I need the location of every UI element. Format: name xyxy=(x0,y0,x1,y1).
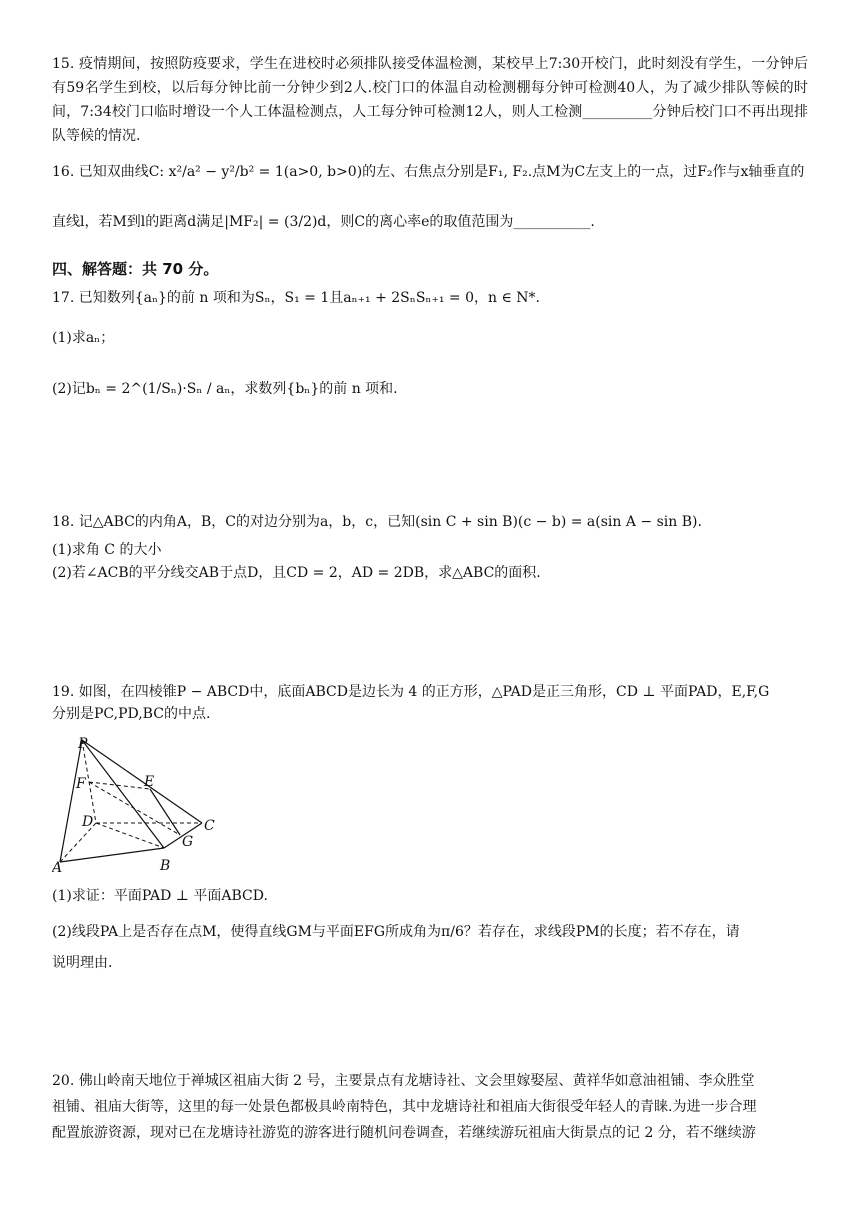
edge-pc xyxy=(82,740,202,823)
label-e: E xyxy=(144,774,155,790)
question-19-part1: (1)求证：平面PAD ⊥ 平面ABCD. xyxy=(52,888,268,904)
question-19-stem-line2: 分别是PC,PD,BC的中点. xyxy=(52,705,211,722)
question-20-line1: 20. 佛山岭南天地位于禅城区祖庙大街 2 号，主要景点有龙塘诗社、文会里嫁娶屋、黄祥华如意油祖铺、李众胜堂 xyxy=(52,1073,755,1089)
question-15-text: 15. 疫情期间，按照防疫要求，学生在进校时必须排队接受体温检测，某校早上7:30开校门，此时刻没有学生，一分钟后有59名学生到校，以后每分钟比前一分钟少到2人.校门口的体温自动检测棚每分钟可检测40人，为了减少排队等候的时间，7:34校门口临时增设一个人工体温检测点，人工每分钟可检测12人，则人工检测__________分钟后校门口不再出现排队等候的情况. xyxy=(52,56,808,144)
question-18-stem: 18. 记△ABC的内角A，B，C的对边分别为a，b，c，已知(sin C + sin B)(c − b) = a(sin A − sin B). xyxy=(52,514,702,530)
edge-pa xyxy=(60,740,82,862)
label-g: G xyxy=(182,834,194,850)
question-17-stem: 17. 已知数列{aₙ}的前 n 项和为Sₙ，S₁ = 1且aₙ₊₁ + 2SₙSₙ₊₁ = 0，n ∈ N*. xyxy=(52,290,540,306)
question-16 xyxy=(52,162,808,233)
question-19-parts xyxy=(52,886,808,975)
label-c: C xyxy=(204,818,215,834)
question-16-line1: 16. 已知双曲线C: x²/a² − y²/b² = 1(a>0, b>0)的左、右焦点分别是F₁, F₂.点M为C左支上的一点，过F₂作与x轴垂直的 xyxy=(52,164,805,180)
question-20-line2: 祖铺、祖庙大街等，这里的每一处景色都极具岭南特色，其中龙塘诗社和祖庙大街很受年轻人的青睐.为进一步合理 xyxy=(52,1099,757,1115)
edge-fg xyxy=(89,782,180,835)
section-title: 四、解答题：共 70 分。 xyxy=(52,260,219,278)
label-b: B xyxy=(160,858,171,874)
label-p: P xyxy=(78,736,88,752)
question-17-part2: (2)记bₙ = 2^(1/Sₙ)·Sₙ / aₙ，求数列{bₙ}的前 n 项和. xyxy=(52,381,398,398)
question-16-line2: 直线l，若M到l的距离d满足|MF₂| = (3/2)d，则C的离心率e的取值范围为___________. xyxy=(52,213,595,230)
question-20-line3: 配置旅游资源，现对已在龙塘诗社游览的游客进行随机问卷调查，若继续游玩祖庙大街景点的记 2 分，若不继续游 xyxy=(52,1125,756,1141)
label-d: D xyxy=(82,814,94,830)
edge-pb xyxy=(82,740,164,848)
question-18 xyxy=(52,512,808,585)
edge-ab xyxy=(60,848,164,862)
question-19-stem-line1: 19. 如图，在四棱锥P − ABCD中，底面ABCD是边长为 4 的正方形，△PAD是正三角形，CD ⊥ 平面PAD，E,F,G xyxy=(52,684,770,700)
edge-fe xyxy=(89,782,150,789)
edge-eg xyxy=(150,789,180,835)
question-19-part2-line2: 说明理由. xyxy=(52,955,113,972)
question-19 xyxy=(52,682,808,725)
question-20 xyxy=(52,1068,808,1146)
question-18-part2: (2)若∠ACB的平分线交AB于点D，且CD = 2，AD = 2DB，求△ABC的面积. xyxy=(52,565,541,582)
label-a: A xyxy=(52,860,63,876)
question-17-part1: (1)求aₙ； xyxy=(52,329,115,346)
pyramid-figure xyxy=(52,736,222,884)
question-15 xyxy=(52,52,808,148)
section-heading xyxy=(52,258,808,281)
label-f: F xyxy=(76,776,86,792)
question-19-part2-line1: (2)线段PA上是否存在点M，使得直线GM与平面EFG所成角为π/6？若存在，求线段PM的长度；若不存在，请 xyxy=(52,923,740,940)
question-17 xyxy=(52,288,808,401)
question-18-part1: (1)求角 C 的大小 xyxy=(52,541,162,558)
